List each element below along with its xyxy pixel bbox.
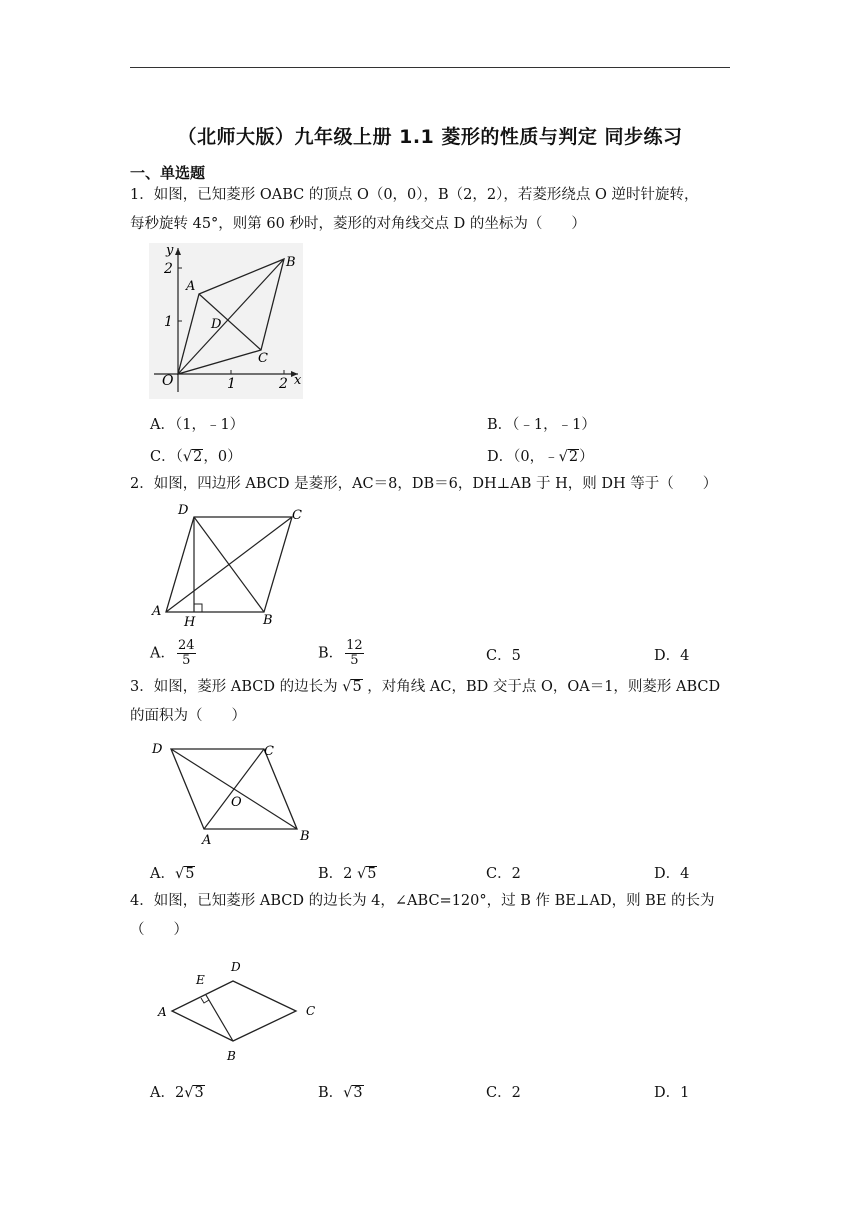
label-x: x [294,373,302,388]
label-b: B [300,829,310,844]
question-3-line1: 3．如图，菱形 ABCD 的边长为 √5 ，对角线 AC，BD 交于点 O，OA＝1，则菱形 ABCD [130,679,721,695]
question-1 [130,181,735,239]
q2-option-d[interactable]: D．4 [654,648,690,664]
q1-option-d[interactable]: D．（0，﹣√2） [487,449,594,465]
q2-option-a[interactable]: A． $\frac{24}{5}$ [150,638,195,668]
label-d: D [211,317,222,332]
label-d: D [231,960,241,974]
question-1-line2: 每秒旋转 45°，则第 60 秒时，菱形的对角线交点 D 的坐标为（ ） [130,216,586,232]
tick-label-y1: 1 [164,314,173,330]
q4-option-a[interactable]: A．2√3 [150,1085,204,1101]
q4-option-b[interactable]: B．√3 [318,1085,363,1101]
label-a: A [186,279,196,294]
q4-option-c[interactable]: C．2 [486,1085,521,1101]
label-y: y [166,243,174,258]
q4-option-d[interactable]: D．1 [654,1085,690,1101]
label-d: D [152,742,163,757]
q3-option-c[interactable]: C．2 [486,866,521,882]
label-b: B [263,613,273,628]
question-1-line1: 1．如图，已知菱形 OABC 的顶点 O（0，0），B（2，2），若菱形绕点 O 逆时针旋转， [130,187,699,203]
label-e: E [196,973,205,987]
question-4 [130,887,735,945]
label-o: O [231,795,242,810]
q1-option-a[interactable]: A．（1，﹣1） [150,417,245,433]
label-a: A [158,1005,167,1019]
q3-option-b[interactable]: B．2 √5 [318,866,377,882]
tick-label-x2: 2 [279,376,288,392]
tick-label-x1: 1 [227,376,236,392]
label-c: C [306,1004,316,1018]
q1-option-b[interactable]: B．（﹣1，﹣1） [487,417,596,433]
right-angle-mark [194,604,202,612]
label-a: A [152,604,162,619]
label-c: C [292,508,302,523]
q1-option-c[interactable]: C．（√2，0） [150,449,242,465]
question-3-figure [146,736,326,851]
question-2 [130,470,735,499]
question-3-line2: 的面积为（ ） [130,708,246,724]
rhombus-abcd [172,981,296,1041]
q3-option-d[interactable]: D．4 [654,866,690,882]
label-c: C [264,744,274,759]
page-title: （北师大版）九年级上册 1.1 菱形的性质与判定 同步练习 [177,126,683,148]
question-4-figure [152,955,327,1067]
q3-option-a[interactable]: A．√5 [150,866,195,882]
label-b: B [286,255,296,270]
label-b: B [227,1049,236,1063]
diagonal-bd [194,517,264,612]
section-heading: 一、单选题 [130,164,206,182]
question-1-figure [148,242,308,402]
question-2-line1: 2．如图，四边形 ABCD 是菱形，AC＝8，DB＝6，DH⊥AB 于 H，则 DH 等于（ ） [130,476,718,492]
question-4-line2: （ ） [130,922,188,938]
question-4-line1: 4．如图，已知菱形 ABCD 的边长为 4，∠ABC=120°，过 B 作 BE⊥AD，则 BE 的长为 [130,893,715,909]
header-rule [130,67,730,68]
label-o: O [162,373,174,389]
q2-option-c[interactable]: C．5 [486,648,521,664]
label-h: H [184,615,196,630]
label-c: C [258,351,268,366]
q2-option-b[interactable]: B． $\frac{12}{5}$ [318,638,363,668]
label-a: A [202,833,212,848]
question-2-figure [146,500,316,630]
label-d: D [178,503,189,518]
diagonal-bd [171,749,297,829]
tick-label-y2: 2 [164,261,173,277]
question-3 [130,673,735,731]
